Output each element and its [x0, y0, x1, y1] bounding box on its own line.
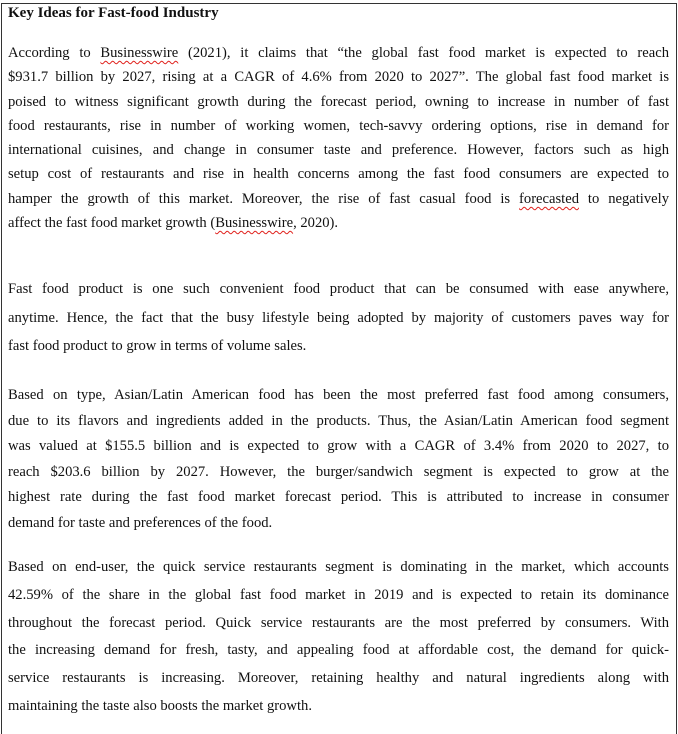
- text-line: hamper the growth of this market. Moreover, the rise of fast casual food is forecasted to negatively: [8, 190, 669, 207]
- paragraph-1: [8, 41, 669, 235]
- text-line: anytime. Hence, the fact that the busy lifestyle being adopted by majority of customers paves way for: [8, 309, 669, 326]
- text-line: 42.59% of the share in the global fast food market in 2019 and is expected to retain its dominance: [8, 586, 669, 603]
- text-line: $931.7 billion by 2027, rising at a CAGR of 4.6% from 2020 to 2027”. The global fast food market is: [8, 69, 669, 86]
- text-line: throughout the forecast period. Quick service restaurants are the most preferred by consumers. With: [8, 614, 669, 631]
- spellcheck-underline[interactable]: Businesswire: [100, 45, 179, 61]
- text-line: poised to witness significant growth during the forecast period, owning to increase in number of fast: [8, 93, 669, 110]
- text-line: fast food product to grow in terms of volume sales.: [8, 338, 307, 354]
- text-line: Based on end-user, the quick service restaurants segment is dominating in the market, which accounts: [8, 559, 669, 575]
- document-heading: Key Ideas for Fast-food Industry: [8, 5, 219, 21]
- text-line: According to Businesswire (2021), it claims that “the global fast food market is expected to reach: [8, 45, 669, 61]
- text-line: service restaurants is increasing. Moreover, retaining healthy and natural ingredients along with: [8, 670, 669, 687]
- text-line: international cuisines, and change in consumer taste and preference. However, factors such as high: [8, 142, 669, 159]
- text-line: due to its flavors and ingredients added in the products. Thus, the Asian/Latin American food segment: [8, 412, 669, 429]
- text-line: was valued at $155.5 billion and is expected to grow with a CAGR of 3.4% from 2020 to 2027, to: [8, 438, 669, 455]
- paragraph-3: [8, 383, 669, 537]
- text-line: maintaining the taste also boosts the market growth.: [8, 697, 312, 714]
- text-line: food restaurants, rise in number of working women, tech-savvy ordering options, rise in demand for: [8, 117, 669, 134]
- text-line: reach $203.6 billion by 2027. However, the burger/sandwich segment is expected to grow at the: [8, 463, 669, 480]
- text-line: setup cost of restaurants and rise in health concerns among the fast food consumers are expected to: [8, 166, 669, 183]
- spellcheck-underline[interactable]: Businesswire: [215, 215, 294, 232]
- text-line: the increasing demand for fresh, tasty, and appealing food at affordable cost, the demand for quick-: [8, 642, 669, 659]
- spellcheck-underline[interactable]: forecasted: [519, 190, 579, 207]
- text-line: highest rate during the fast food market forecast period. This is attributed to increase in consumer: [8, 489, 669, 506]
- text-line: affect the fast food market growth (Businesswire, 2020).: [8, 215, 339, 232]
- text-line: Based on type, Asian/Latin American food has been the most preferred fast food among consumers,: [8, 387, 669, 403]
- text-line: Fast food product is one such convenient food product that can be consumed with ease anywhere,: [8, 281, 669, 297]
- paragraph-2: [8, 275, 669, 361]
- text-line: demand for taste and preferences of the food.: [8, 514, 273, 531]
- paragraph-4: [8, 554, 669, 721]
